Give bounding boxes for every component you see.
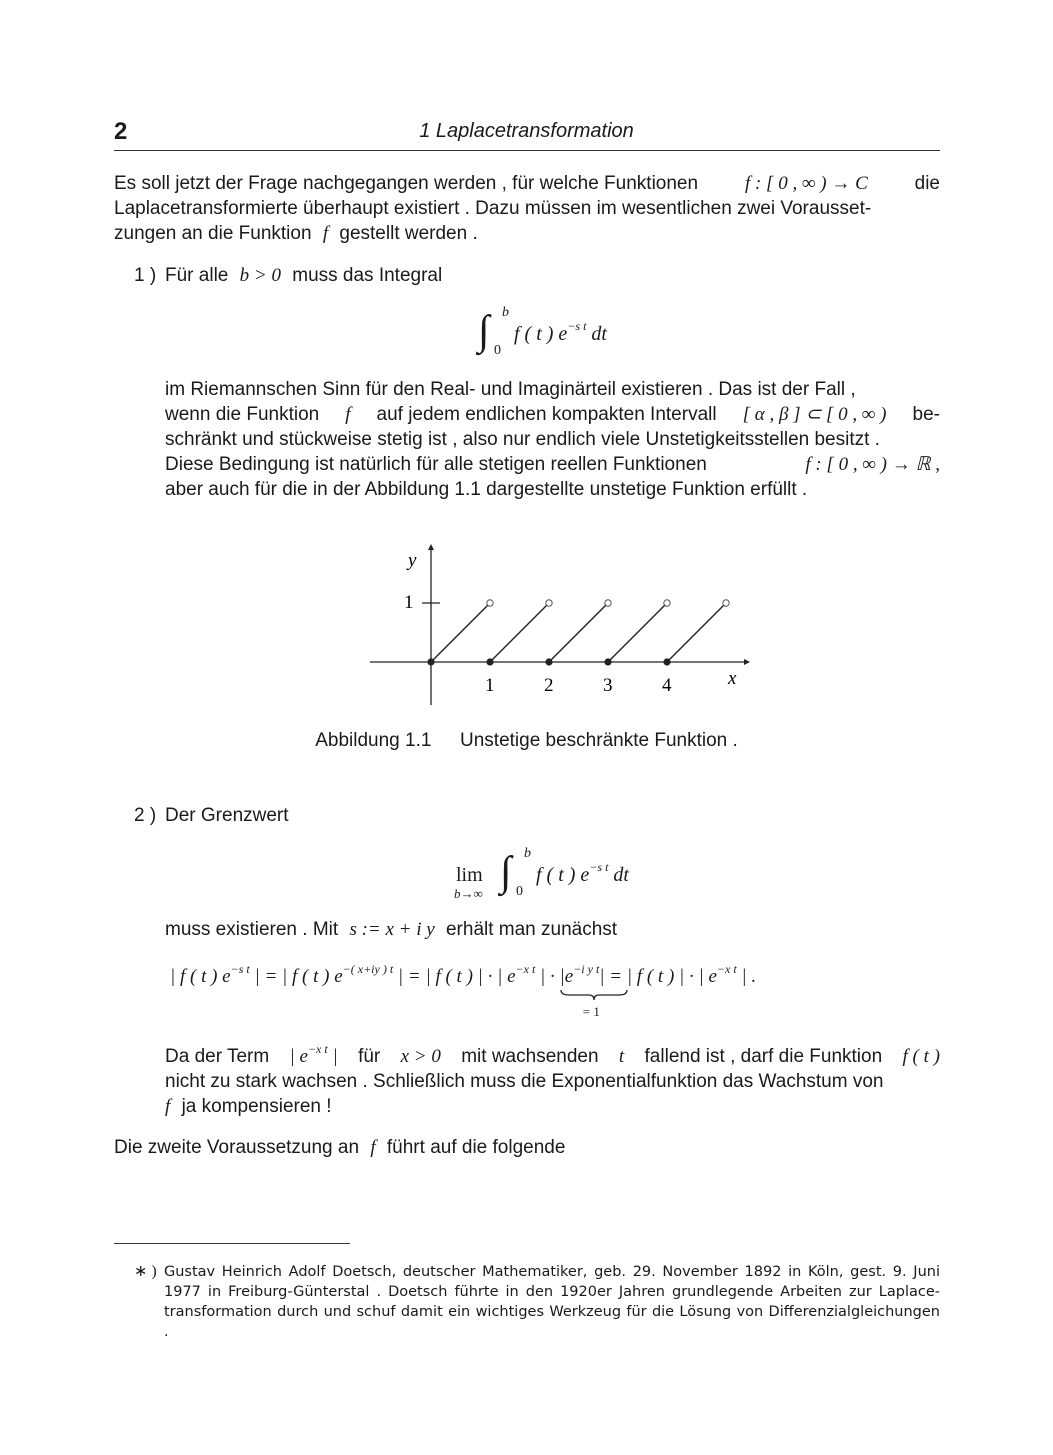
closed-point-3	[545, 658, 552, 665]
d-line3-math: f	[165, 1096, 171, 1117]
caption-label: Abbildung 1.1	[315, 730, 432, 751]
mit-line-text: muss existieren . Mit	[165, 919, 339, 940]
item1-p-line2-c: be-	[912, 404, 940, 425]
integral-sign-2: ∫	[500, 849, 512, 895]
lim-sub: b→∞	[454, 886, 483, 901]
page-number: 2	[114, 118, 128, 145]
lim-word: lim	[456, 864, 483, 886]
mit-line-end: erhält man zunächst	[445, 919, 618, 940]
underbrace-label: = 1	[582, 1004, 600, 1019]
sawtooth-segment-4	[608, 603, 667, 662]
header-rule	[114, 150, 940, 151]
item1-paragraph	[165, 377, 940, 502]
x-tick-label-2: 2	[544, 675, 554, 696]
item1-p-line2-math1: f	[345, 404, 351, 425]
closing-line	[114, 1135, 565, 1160]
item1-p-line2-b: auf jedem endlichen kompakten Intervall	[376, 404, 717, 425]
series-layer	[427, 600, 729, 666]
intro-paragraph	[114, 171, 940, 246]
limit-integral	[452, 846, 652, 902]
d-line1-d: fallend ist , darf die Funktion	[644, 1046, 883, 1067]
intro-line3-math: f	[322, 223, 329, 244]
item1-lead-end: muss das Integral	[292, 265, 443, 286]
item1-lead	[165, 263, 442, 288]
item1-lead-text: Für alle	[165, 265, 229, 286]
integral-sign: ∫	[478, 308, 490, 354]
footnote-rule	[114, 1243, 350, 1244]
open-point-4	[664, 600, 670, 606]
item1-p-line2-a: wenn die Funktion	[165, 404, 320, 425]
item1-p-line4-a: Diese Bedingung ist natürlich für alle stetigen reellen Funktionen	[165, 454, 707, 475]
x-axis-arrow	[744, 659, 750, 665]
figure-caption	[0, 730, 1053, 752]
closed-point-1	[427, 658, 434, 665]
open-point-2	[546, 600, 552, 606]
d-line1-math1: | $e^{-x t}$ |	[289, 1041, 338, 1067]
open-point-1	[487, 600, 493, 606]
x-tick-label-3: 3	[603, 675, 613, 696]
closing-end: führt auf die folgende	[386, 1137, 566, 1158]
closed-point-2	[486, 658, 493, 665]
item1-p-line2-math2: [ α , β ] ⊂ [ 0 , ∞ )	[742, 404, 887, 425]
intro-line3-end: gestellt werden .	[339, 223, 478, 244]
item1-p-line1: im Riemannschen Sinn für den Real- und Imaginärteil existieren . Das ist der Fall ,	[165, 379, 856, 400]
sawtooth-segment-5	[667, 603, 726, 662]
d-line1-math3: t	[618, 1046, 625, 1067]
d-line1-b: für	[358, 1046, 381, 1067]
x-tick-label-1: 1	[485, 675, 495, 696]
intro-line1-math: f : [ 0 , ∞ ) → C	[744, 173, 868, 194]
d-line3-text: ja kompensieren !	[181, 1096, 332, 1117]
closed-point-4	[604, 658, 611, 665]
open-point-3	[605, 600, 611, 606]
integral-integrand: f ( t ) $e^{-s t}$ dt	[514, 319, 607, 345]
item1-number: 1 )	[134, 265, 157, 286]
caption-text: Unstetige beschränkte Funktion .	[460, 730, 738, 751]
integral-lower-2: 0	[516, 884, 523, 899]
d-line1-math4: f ( t )	[902, 1046, 940, 1067]
item2-mit-line	[165, 917, 617, 942]
integral-1	[478, 305, 638, 363]
y-tick-label: 1	[404, 592, 414, 613]
d-line1-c: mit wachsenden	[461, 1046, 599, 1067]
mit-line-math: s := x + i y	[349, 919, 435, 940]
item1-p-line3: schränkt und stückweise stetig ist , also nur endlich viele Unstetigkeitsstellen besitzt .	[165, 429, 880, 450]
underbrace-term: $e^{-i y t}$ = 1	[565, 966, 600, 988]
intro-line1-end: die	[914, 173, 940, 194]
item1-p-line5: aber auch für die in der Abbildung 1.1 dargestellte unstetige Funktion erfüllt .	[165, 479, 808, 500]
x-axis-label: x	[728, 668, 737, 689]
item2-lead: Der Grenzwert	[165, 805, 289, 826]
x-tick-labels	[485, 675, 672, 696]
sawtooth-segment-2	[490, 603, 549, 662]
x-tick-label-4: 4	[662, 675, 672, 696]
integral-upper-2: b	[524, 846, 531, 861]
chapter-title: 1 Laplacetransformation	[419, 120, 634, 142]
y-axis-arrow	[428, 544, 434, 550]
figure-sawtooth	[360, 540, 760, 710]
footnote-text: Gustav Heinrich Adolf Doetsch, deutscher Mathematiker, geb. 29. November 1892 in Köln, gest. 9. Juni 1977 in Freiburg-Günterstal . Doetsch führte in den 1920er Jahren grundlegende Arbeiten zur Laplace-transformation durch und schuf damit ein wichtiges Werkzeug für die Lösung von Differenzialgleichungen .	[164, 1264, 940, 1340]
integral-lower: 0	[494, 343, 501, 358]
intro-line2: Laplacetransformierte überhaupt existiert . Dazu müssen im wesentlichen zwei Vorausset-	[114, 198, 872, 219]
item2-number: 2 )	[134, 805, 157, 826]
d-line1-math2: x > 0	[400, 1046, 441, 1067]
footnote	[134, 1262, 940, 1342]
closing-math: f	[370, 1137, 376, 1158]
underbrace-icon	[559, 988, 629, 1002]
d-line1-a: Da der Term	[165, 1046, 270, 1067]
open-point-5	[723, 600, 729, 606]
closing-text: Die zweite Voraussetzung an	[114, 1137, 360, 1158]
item1-p-line4-math: f : [ 0 , ∞ ) → ℝ ,	[805, 454, 940, 475]
item1-lead-math: b > 0	[239, 265, 281, 286]
intro-line3-text: zungen an die Funktion	[114, 223, 312, 244]
intro-line1-text: Es soll jetzt der Frage nachgegangen werden , für welche Funktionen	[114, 173, 699, 194]
d-line2: nicht zu stark wachsen . Schließlich muss die Exponentialfunktion das Wachstum von	[165, 1071, 884, 1092]
integral-upper: b	[502, 305, 509, 320]
closed-point-5	[663, 658, 670, 665]
sawtooth-segment-3	[549, 603, 608, 662]
abs-value-equation: | f ( t ) $e^{-s t}$ | = | f ( t ) $e^{-( x+iy ) t}$ | = | f ( t ) | · | $e^{-x t}$ | · $|e^{-i y t}$ = 1 | = | f ( t ) | · | $e^{-x t}$ | .	[170, 961, 757, 1019]
integral-integrand-2: f ( t ) $e^{-s t}$ dt	[536, 860, 629, 886]
sawtooth-segment-1	[431, 603, 490, 662]
y-axis-label: y	[408, 550, 417, 571]
item2-paragraph	[165, 1041, 940, 1119]
footnote-mark: ∗ )	[134, 1263, 157, 1280]
